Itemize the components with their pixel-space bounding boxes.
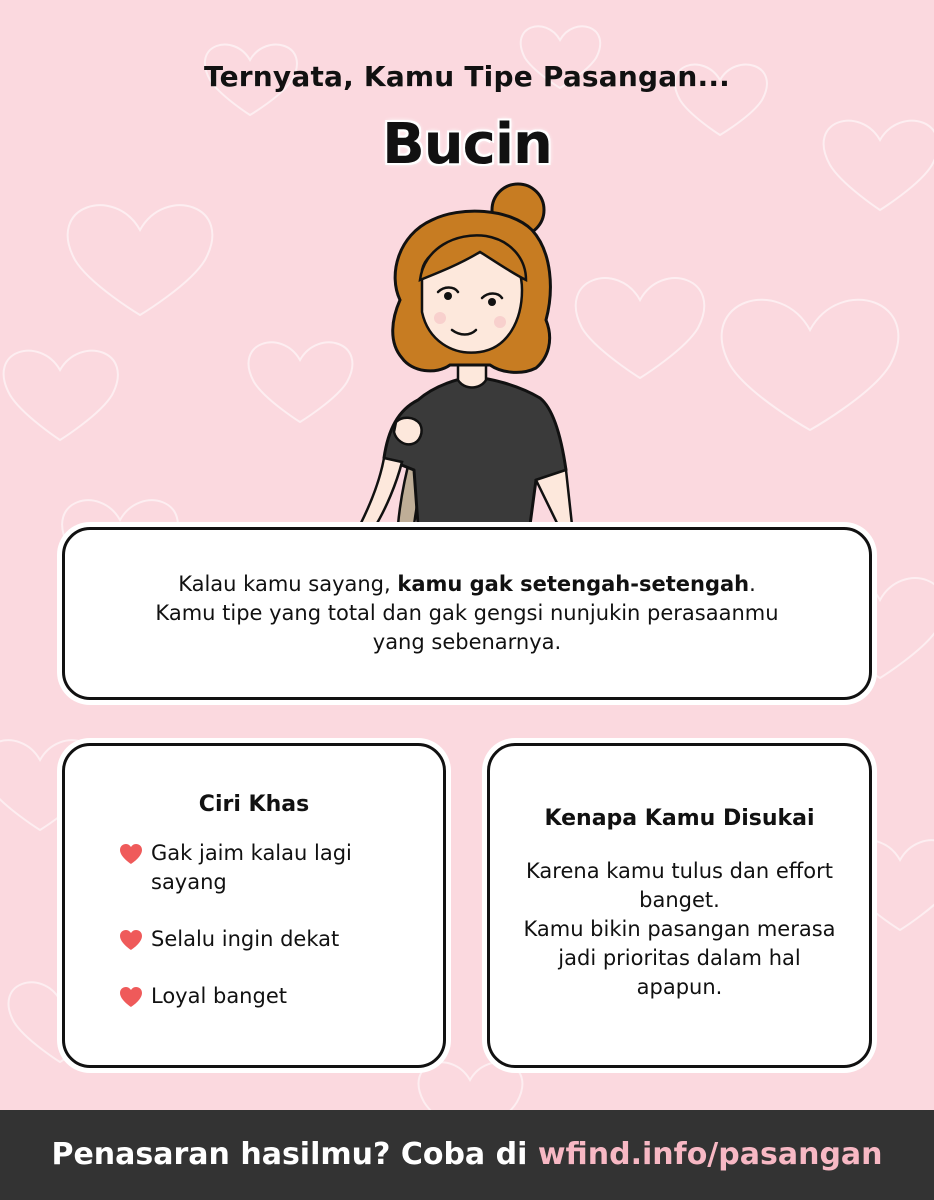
footer-text: Penasaran hasilmu? Coba di	[51, 1137, 538, 1172]
description-line-1: Kalau kamu sayang, kamu gak setengah-setengah.	[178, 572, 756, 596]
list-item: Loyal banget	[119, 982, 413, 1011]
footer-banner	[0, 1110, 934, 1200]
girl-character-illustration	[340, 180, 600, 525]
description-card	[62, 527, 872, 700]
why-text-2: Kamu bikin pasangan merasa jadi prioritas dalam hal apapun.	[523, 917, 836, 999]
description-line-2: Kamu tipe yang total dan gak gengsi nunjukin perasaanmu	[155, 601, 779, 625]
why-title: Kenapa Kamu Disukai	[544, 806, 815, 831]
heart-icon	[119, 929, 143, 951]
description-highlight: kamu gak setengah-setengah	[397, 572, 750, 596]
why-text-1: Karena kamu tulus dan effort banget.	[526, 859, 833, 912]
traits-card	[62, 743, 446, 1068]
result-subtitle: Ternyata, Kamu Tipe Pasangan...	[204, 60, 730, 93]
description-line-3: yang sebenarnya.	[372, 630, 562, 654]
traits-list	[119, 839, 413, 1011]
heart-icon	[119, 843, 143, 865]
footer-link[interactable]: wfind.info/pasangan	[537, 1137, 883, 1172]
partner-type-title: Bucin	[382, 112, 552, 177]
list-item: Selalu ingin dekat	[119, 925, 413, 954]
why-liked-card	[487, 743, 872, 1068]
list-item: Gak jaim kalau lagi sayang	[119, 839, 413, 897]
traits-title: Ciri Khas	[198, 792, 310, 817]
heart-icon	[119, 986, 143, 1008]
